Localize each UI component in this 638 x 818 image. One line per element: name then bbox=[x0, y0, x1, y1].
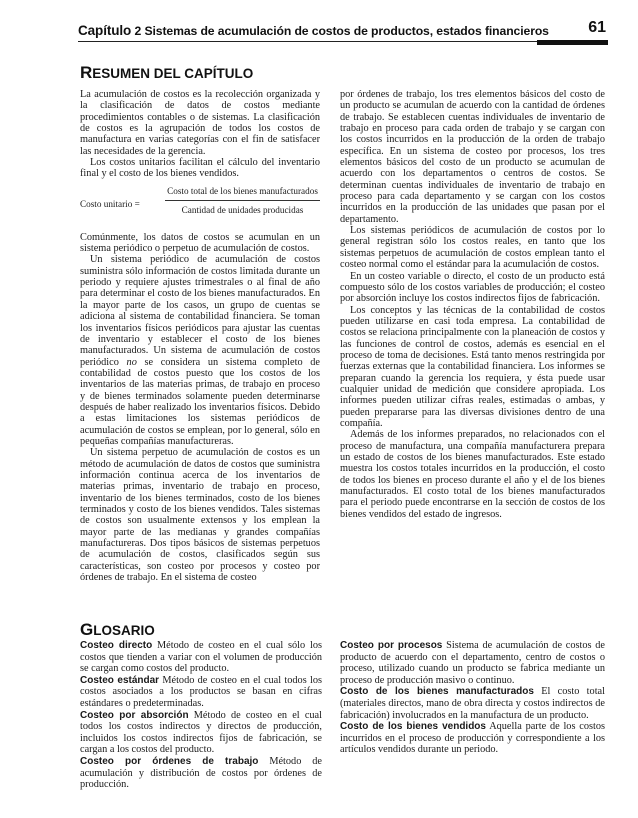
resumen-paragraph bbox=[80, 254, 320, 447]
resumen-paragraph: En un costeo variable o directo, el costo de un producto está compuesto sólo de los costos variables de producción; el costeo por absorción incluye los costos indirectos fijos de fabricación. bbox=[340, 270, 605, 305]
resumen-paragraph: Un sistema perpetuo de acumulación de costos es un método de acumulación de datos de costos que suministra información continua acerca de los inventarios de materias primas, inventario de trabajo en proceso, inventario de los bienes terminados, costo de los bienes terminados y costo de los bienes vendidos. Tales sistemas de costos son usualmente extensos y los emplean la mayor parte de las medianas y grandes compañías manufactureras. Dos tipos básicos de sistemas perpetuos de acumulación de costos, clasificados según sus características, son costeo por procesos y costeo por órdenes de trabajo. En el sistema de costeo bbox=[80, 447, 320, 584]
glossary-term: Costo de los bienes manufacturados bbox=[340, 686, 534, 698]
formula-numerator: Costo total de los bienes manufacturados bbox=[165, 186, 320, 201]
glossary-right-column bbox=[340, 640, 605, 756]
glossary-definition: Método de costeo en el cual sólo los costos que tienden a variar con el volumen de producción se cargan como costos del producto. bbox=[80, 640, 322, 675]
glossary-term: Costeo por órdenes de trabajo bbox=[80, 755, 259, 767]
resumen-title-initial: R bbox=[80, 63, 93, 82]
resumen-paragraph: La acumulación de costos es la recolección organizada y la clasificación de datos de costos mediante procedimientos contables o de sistemas. La clasificación de costos es la agrupación de todos los costos de manufactura en varias categorías con el fin de satisfacer las necesidades de la gerencia. bbox=[80, 89, 320, 157]
chapter-word: Capítulo bbox=[78, 23, 132, 38]
resumen-paragraph-part: Un sistema periódico de acumulación de costos suministra sólo información de costos limitada durante un periodo y requiere ajustes trimestrales o al final de año para determinar el costo de los bienes manufacturados. En la mayor parte de los casos, un grupo de cuentas se adiciona al sistema de contabilidad financiera. Se toman los inventarios físicos periódicos para ajustar las cuentas de inventario y establecer el costo de los bienes manufacturados. Un sistema de acumulación de costos periódico bbox=[80, 254, 320, 368]
glossary-term: Costeo estándar bbox=[80, 674, 160, 686]
glossary-entry bbox=[340, 640, 605, 686]
glossary-definition: Sistema de acumulación de costos de producto de acuerdo con el departamento, centro de costos o proceso, utilizado cuando un producto se fabrica mediante un proceso de producción masivo o continuo. bbox=[340, 640, 605, 686]
section-title-resumen bbox=[80, 63, 253, 83]
glossary-term: Costeo por procesos bbox=[340, 640, 443, 651]
glossary-definition: Aquella parte de los costos incurridos en el proceso de producción y correspondiente a los artículos vendidos durante un periodo. bbox=[340, 721, 605, 756]
formula-fraction bbox=[165, 186, 320, 217]
glossary-entry bbox=[80, 756, 322, 791]
glosario-title-rest: LOSARIO bbox=[93, 623, 155, 638]
resumen-right-column bbox=[340, 89, 605, 520]
formula-denominator: Cantidad de unidades producidas bbox=[181, 205, 304, 216]
glossary-entry bbox=[80, 675, 322, 710]
glossary-entry bbox=[80, 640, 322, 675]
resumen-paragraph: Los costos unitarios facilitan el cálculo del inventario final y el costo de los bienes vendidos. bbox=[80, 157, 320, 180]
resumen-left-column bbox=[80, 89, 320, 583]
emphasis-no: no bbox=[126, 356, 137, 368]
glossary-left-column bbox=[80, 640, 322, 791]
glossary-entry bbox=[340, 686, 605, 721]
chapter-title-rest: 2 Sistemas de acumulación de costos de productos, estados financieros bbox=[131, 24, 549, 38]
resumen-paragraph: Los conceptos y las técnicas de la contabilidad de costos pueden utilizarse en casi toda empresa. La contabilidad de costos se relaciona principalmente con la planeación de costos y las funciones de control de costos, además es esencial en el proceso de toma de decisiones. Está tanto menos restringida por fuerzas externas que la contabilidad financiera. Los informes se preparan cuando la gerencia los requiera, y ésta puede usar cualquier unidad de medición que considere apropiada. Los informes pueden utilizar cifras reales, estimadas o ambas, y pueden prepararse para las diversas divisiones dentro de una compañía. bbox=[340, 304, 605, 429]
glossary-term: Costeo directo bbox=[80, 640, 153, 651]
glossary-definition: Método de acumulación y distribución de costos por órdenes de producción. bbox=[80, 755, 322, 791]
running-header bbox=[78, 18, 608, 40]
resumen-paragraph: Comúnmente, los datos de costos se acumulan en un sistema periódico o perpetuo de acumulación de costos. bbox=[80, 231, 320, 255]
header-rule-accent-bar bbox=[537, 40, 608, 45]
unit-cost-formula bbox=[80, 186, 320, 224]
resumen-title-rest: ESUMEN DEL CAPÍTULO bbox=[92, 66, 254, 81]
glossary-term: Costo de los bienes vendidos bbox=[340, 721, 486, 733]
header-rule bbox=[78, 41, 606, 42]
chapter-title bbox=[78, 23, 549, 38]
glossary-term: Costeo por absorción bbox=[80, 709, 189, 721]
resumen-paragraph: Además de los informes preparados, no relacionados con el proceso de manufactura, una compañía manufacturera prepara un estado de costos de los bienes manufacturados. Este estado muestra los costos totales incurridos en la producción, el costo de todos los bienes en proceso durante el año y el de los bienes manufacturados. El costo total de los bienes manufacturados para el periodo puede encontrarse en la sección de costos de los bienes vendidos del estado de ingresos. bbox=[340, 429, 605, 520]
glossary-entry bbox=[80, 710, 322, 756]
formula-lhs: Costo unitario = bbox=[80, 198, 140, 209]
resumen-paragraph: Los sistemas periódicos de acumulación de costos por lo general registran sólo los costos reales, en tanto que los sistemas perpetuos de acumulación de costos emplean tanto el costeo normal como el estándar para la acumulación de costos. bbox=[340, 225, 605, 271]
glosario-title-initial: G bbox=[80, 620, 94, 639]
page-number: 61 bbox=[588, 19, 606, 36]
glossary-definition: El costo total (materiales directos, mano de obra directa y costos indirectos de fabricación) involucrados en la manufactura de un producto. bbox=[340, 686, 605, 721]
glossary-entry bbox=[340, 721, 605, 756]
resumen-paragraph-part: se considera un sistema completo de contabilidad de costos puesto que los costos de los inventarios de las materias primas, de trabajo en proceso y de bienes terminados solamente pueden determinarse después de haber realizado los inventarios físicos. Debido a estas limitaciones los sistemas periódicos de acumulación de costos se emplean, por lo general, sólo en pequeñas compañías manufactureras. bbox=[80, 356, 320, 447]
section-title-glosario bbox=[80, 620, 155, 640]
glossary-definition: Método de costeo en el cual todos los costos indirectos y directos de producción, incluidos los costos indirectos fijos de fabricación, se cargan a los costos del producto. bbox=[80, 709, 322, 756]
resumen-paragraph: por órdenes de trabajo, los tres elementos básicos del costo de un producto se acumulan de acuerdo con la cantidad de órdenes de trabajo. Se establecen cuentas individuales de inventario de trabajo en proceso para cada orden de trabajo y se cargan con los costos incurridos en la producción de la orden de trabajo específica. En un sistema de costeo por procesos, los tres elementos básicos del costo de un producto se acumulan de acuerdo con los departamentos o centros de costos. Se determinan cuentas individuales de inventario de trabajo en proceso para cada departamento y se cargan con los costos incurridos en la producción de las unidades que pasan por el departamento. bbox=[340, 89, 605, 225]
glossary-definition: Método de costeo en el cual todos los costos asociados a los productos se basan en cifras estándares o predeterminadas. bbox=[80, 674, 322, 709]
